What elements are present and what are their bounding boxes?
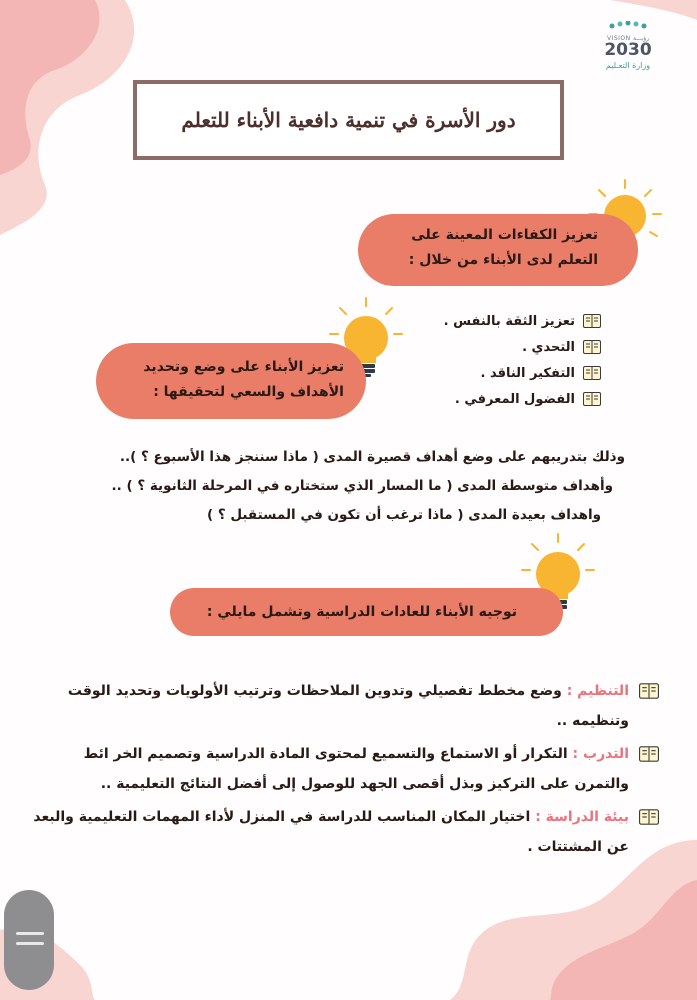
- section-goals-line2: الأهداف والسعي لتحقيقها :: [153, 384, 344, 400]
- goals-line-mid-term: وأهداف متوسطة المدى ( ما المسار الذي ستختاره في المرحلة الثانوية ؟ ) ..: [111, 478, 613, 494]
- section-competencies-line1: تعزيز الكفاءات المعينة على: [411, 227, 598, 243]
- goals-line-long-term: واهداف بعيدة المدى ( ماذا ترغب أن تكون في المستقبل ؟ ): [206, 507, 601, 523]
- list-item-text: الفضول المعرفي .: [454, 391, 575, 407]
- habit-text: وضع مخطط تفصيلي وتدوين الملاحظات وترتيب الأولويات وتحديد الوقت وتنظيمه ..: [67, 683, 629, 729]
- logo-ministry: وزارة التعـليم: [605, 61, 651, 70]
- page-title: دور الأسرة في تنمية دافعية الأبناء للتعلم: [181, 108, 516, 132]
- menu-icon-bar: [16, 942, 44, 945]
- section-habits-pill: [170, 588, 563, 636]
- book-icon: [639, 683, 659, 699]
- book-icon: [583, 392, 601, 406]
- vision-2030-logo: [596, 16, 660, 76]
- habit-text: التكرار أو الاستماع والتسميع لمحتوى المادة الدراسية وتصميم الخر ائط والتمرن على التركيز وبذل أقصى الجهد للوصول إلى أفضل النتائج التعليمية ..: [83, 746, 629, 792]
- book-icon: [639, 746, 659, 762]
- logo-year: 2030: [604, 40, 652, 60]
- habit-term: التدرب :: [572, 746, 629, 762]
- section-competencies-pill: [358, 214, 638, 286]
- book-icon: [583, 366, 601, 380]
- section-goals-line1: تعزيز الأبناء على وضع وتحديد: [143, 359, 344, 375]
- list-item: [361, 387, 601, 411]
- section-habits-title: توجيه الأبناء للعادات الدراسية وتشمل مايلي :: [206, 604, 517, 620]
- goals-line-short-term: وذلك بتدريبهم على وضع أهداف قصيرة المدى ( ماذا سننجز هذا الأسبوع ؟ )..: [119, 449, 625, 465]
- habit-term: بيئة الدراسة :: [535, 809, 629, 825]
- logo-dots-icon: [608, 21, 648, 31]
- logo-vision-text: VISION رؤيـــة: [606, 35, 650, 42]
- book-icon: [639, 809, 659, 825]
- habits-list: [29, 676, 659, 865]
- book-icon: [583, 340, 601, 354]
- habit-item: [29, 739, 659, 799]
- habit-item: [29, 802, 659, 862]
- list-item-text: تعزيز الثقة بالنفس .: [443, 313, 575, 329]
- section-goals-pill: [96, 343, 366, 419]
- book-icon: [583, 314, 601, 328]
- habit-text: اختيار المكان المناسب للدراسة في المنزل لأداء المهمات التعليمية والبعد عن المشتتات .: [33, 809, 629, 855]
- menu-button[interactable]: [4, 890, 54, 990]
- goals-paragraph: [65, 443, 625, 530]
- list-item-text: التفكير الناقد .: [480, 365, 575, 381]
- habit-item: [29, 676, 659, 736]
- habit-term: التنظيم :: [566, 683, 629, 699]
- section-competencies-line2: التعلم لدى الأبناء من خلال :: [408, 252, 598, 268]
- title-frame: [133, 80, 564, 160]
- list-item-text: التحدي .: [522, 339, 575, 355]
- menu-icon-bar: [16, 932, 44, 935]
